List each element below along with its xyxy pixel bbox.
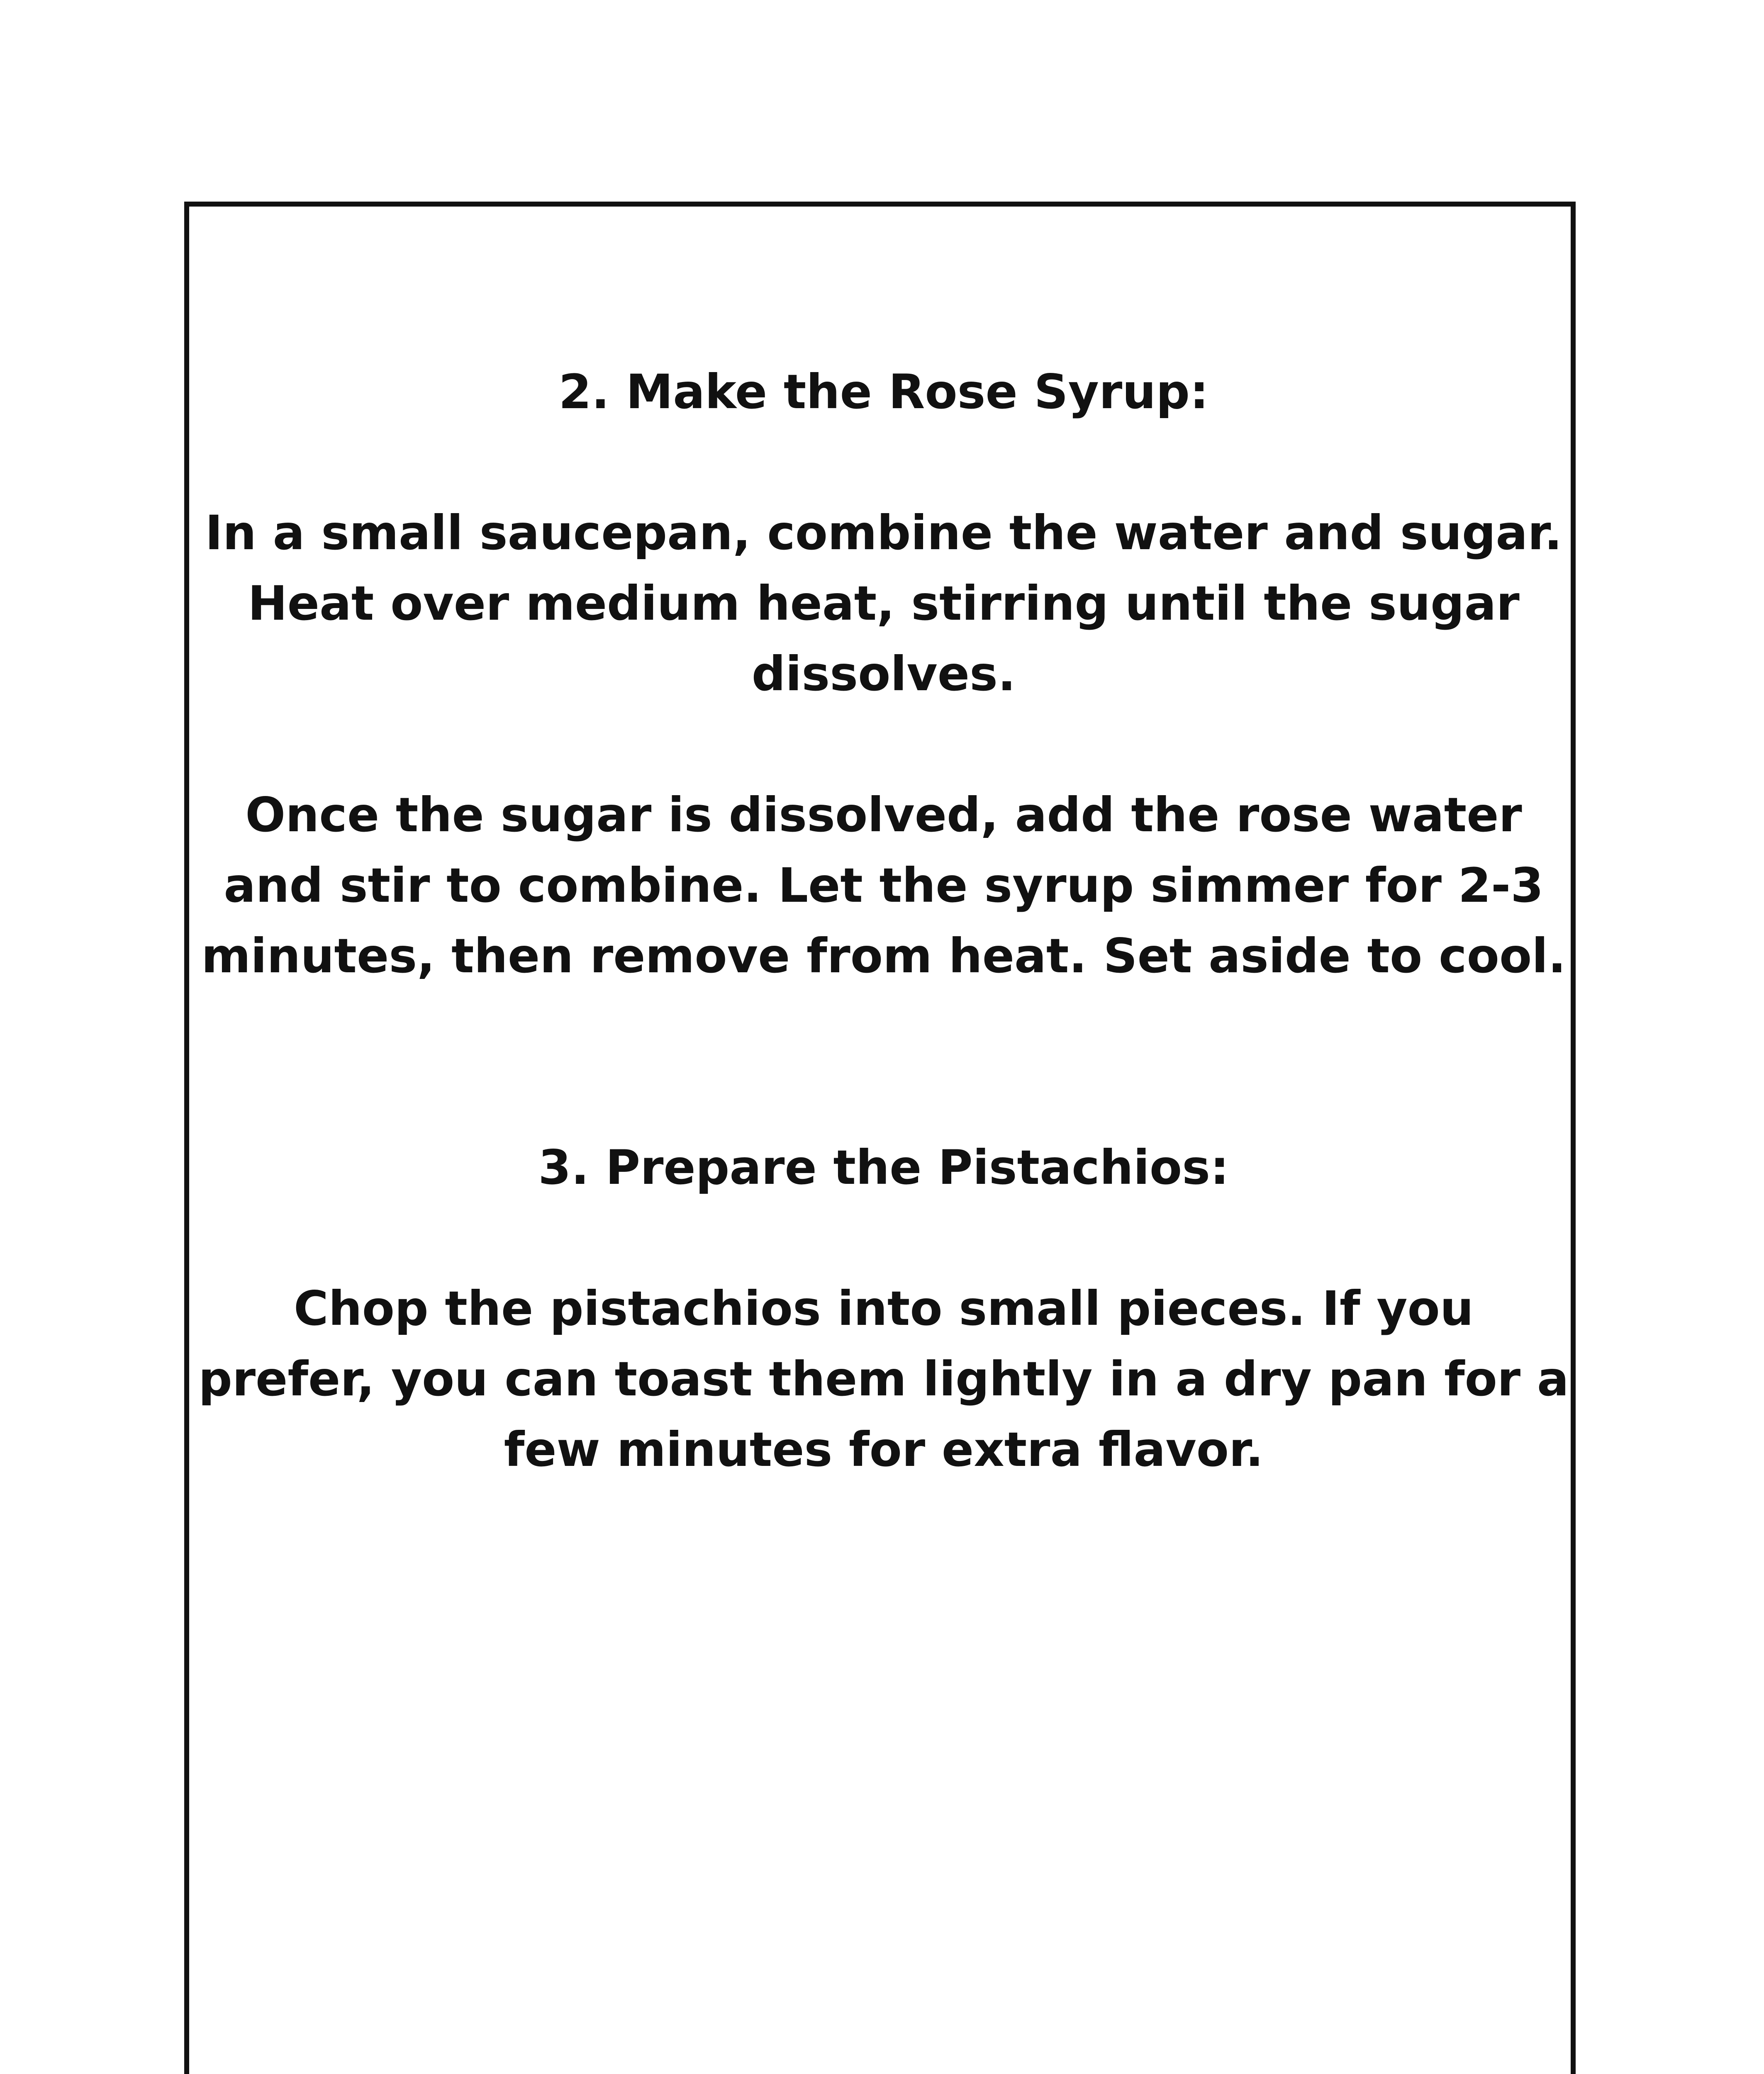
pistachios-step-1 xyxy=(187,1273,1581,1485)
section-heading-rose-syrup: 2. Make the Rose Syrup: xyxy=(558,364,1209,419)
rose-syrup-step-2 xyxy=(187,780,1581,991)
text-line: prefer, you can toast them lightly in a dry pan for a xyxy=(198,1351,1569,1407)
text-line: few minutes for extra flavor. xyxy=(504,1422,1264,1477)
text-line: In a small saucepan, combine the water and sugar. xyxy=(205,505,1562,560)
text-line: Once the sugar is dissolved, add the rose water xyxy=(245,787,1522,842)
recipe-instructions xyxy=(187,357,1581,1485)
section-heading-pistachios: 3. Prepare the Pistachios: xyxy=(538,1140,1229,1195)
text-line: Heat over medium heat, stirring until the sugar xyxy=(248,576,1520,631)
text-line: and stir to combine. Let the syrup simmer for 2-3 xyxy=(224,858,1544,913)
rose-syrup-step-1 xyxy=(187,498,1581,709)
text-line: dissolves. xyxy=(751,646,1016,701)
text-line: Chop the pistachios into small pieces. If you xyxy=(293,1281,1474,1336)
text-line: minutes, then remove from heat. Set aside to cool. xyxy=(201,928,1566,983)
